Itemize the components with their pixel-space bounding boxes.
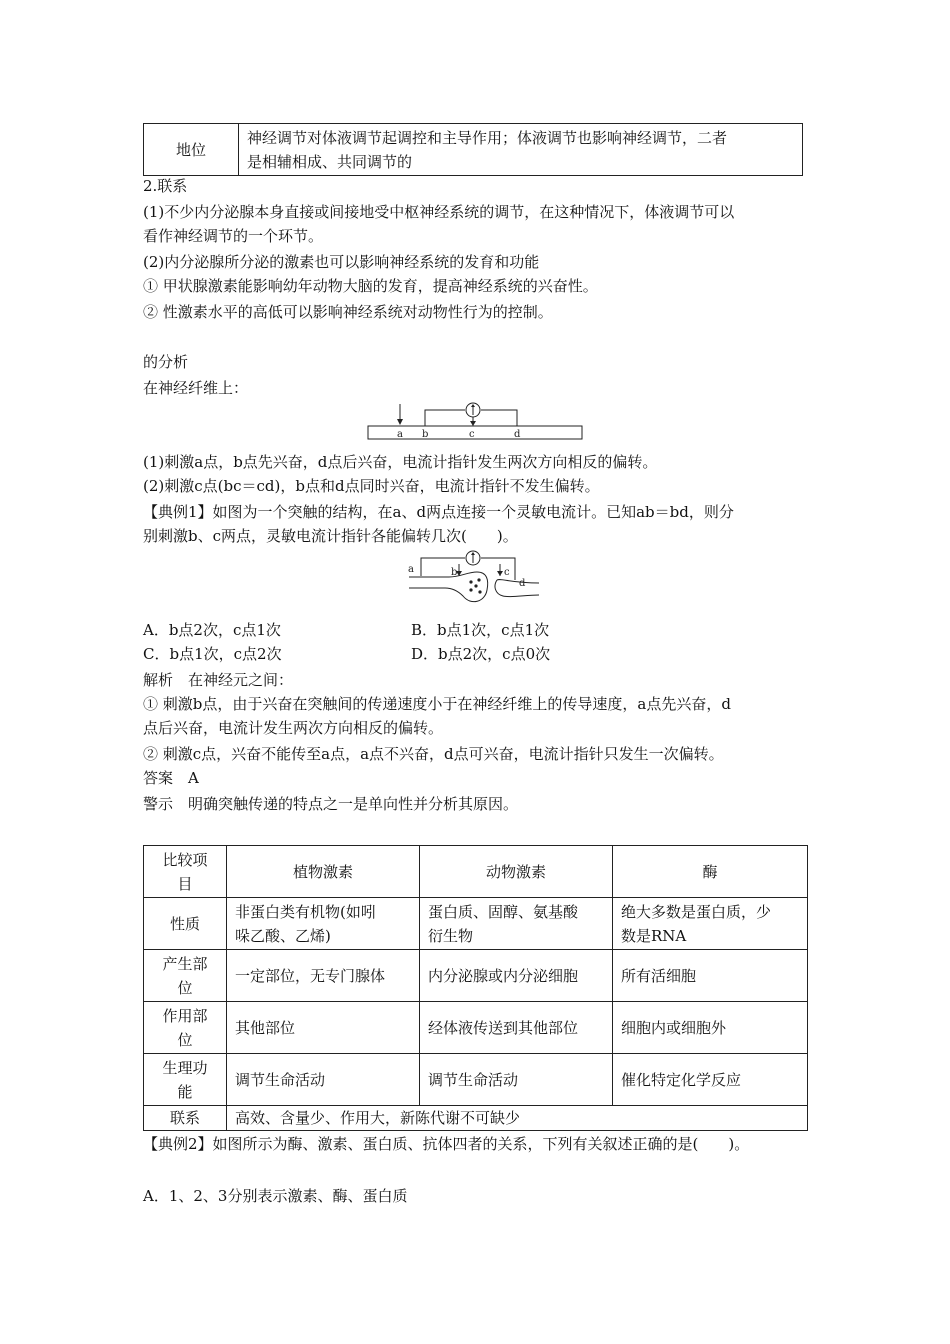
- table-cell: 高效、含量少、作用大，新陈代谢不可缺少: [227, 1106, 808, 1131]
- option-d: D．b点2次，c点0次: [411, 645, 551, 663]
- nerve-fiber-figure: [365, 400, 585, 444]
- cell-line: 蛋白质、固醇、氨基酸: [428, 902, 579, 921]
- paragraph-line: (1)刺激a点，b点先兴奋，d点后兴奋，电流计指针发生两次方向相反的偏转。: [143, 453, 658, 471]
- table-cell: 催化特定化学反应: [613, 1054, 808, 1106]
- analysis-heading: 解析 在神经元之间：: [143, 671, 294, 689]
- row-header-cell: 联系: [144, 1106, 227, 1131]
- table-row: [144, 1106, 808, 1131]
- list-item: ② 性激素水平的高低可以影响神经系统对动物性行为的控制。: [143, 303, 553, 321]
- table-header-cell: 植物激素: [227, 846, 420, 898]
- table-cell: 内分泌腺或内分泌细胞: [420, 950, 613, 1002]
- cell-line: 衍生物: [428, 926, 474, 945]
- section-heading: 2.联系: [143, 177, 188, 195]
- table-row: [144, 1002, 808, 1054]
- table-row: [144, 1054, 808, 1106]
- answer-line: 答案 A: [143, 769, 199, 787]
- cell-line: 位: [177, 1030, 193, 1049]
- row-header-cell: [144, 1002, 227, 1054]
- label-d: d: [519, 578, 526, 589]
- table-content-cell: [239, 124, 803, 176]
- table-cell: 其他部位: [227, 1002, 420, 1054]
- table-cell: [227, 898, 420, 950]
- label-d: d: [514, 429, 521, 440]
- label-c: c: [469, 429, 475, 440]
- list-item: ① 甲状腺激素能影响幼年动物大脑的发育，提高神经系统的兴奋性。: [143, 277, 598, 295]
- table-cell: 经体液传送到其他部位: [420, 1002, 613, 1054]
- table-header-cell: 动物激素: [420, 846, 613, 898]
- warning-line: 警示 明确突触传递的特点之一是单向性并分析其原因。: [143, 795, 519, 813]
- section-heading: 的分析: [143, 353, 189, 371]
- comparison-table: [143, 845, 808, 1131]
- header-line: 目: [177, 874, 193, 893]
- row-header-cell: 性质: [144, 898, 227, 950]
- label-b: b: [451, 567, 458, 578]
- row-header-cell: [144, 950, 227, 1002]
- option-a: A．b点2次，c点1次: [143, 621, 281, 639]
- paragraph-line: 在神经纤维上：: [143, 379, 249, 397]
- table-cell: 细胞内或细胞外: [613, 1002, 808, 1054]
- label-c: c: [504, 567, 510, 578]
- header-line: 比较项: [162, 850, 208, 869]
- option-c: C．b点1次，c点2次: [143, 645, 282, 663]
- cell-line: 非蛋白类有机物(如吲: [235, 902, 376, 921]
- table-row: [144, 898, 808, 950]
- table-content-line: 神经调节对体液调节起调控和主导作用；体液调节也影响神经调节，二者: [247, 128, 728, 147]
- option-a: A．1、2、3分别表示激素、酶、蛋白质: [143, 1187, 408, 1205]
- cell-line: 生理功: [162, 1058, 208, 1077]
- paragraph-line: (1)不少内分泌腺本身直接或间接地受中枢神经系统的调节，在这种情况下，体液调节可以: [143, 203, 735, 221]
- table-cell: 调节生命活动: [420, 1054, 613, 1106]
- paragraph-line: 看作神经调节的一个环节。: [143, 227, 324, 245]
- label-a: a: [397, 429, 403, 440]
- cell-line: 哚乙酸、乙烯): [235, 926, 331, 945]
- cell-line: 绝大多数是蛋白质，少: [621, 902, 772, 921]
- table-label-cell: 地位: [144, 124, 239, 176]
- cell-line: 能: [177, 1082, 193, 1101]
- label-a: a: [408, 564, 414, 575]
- paragraph-line: (2)刺激c点(bc＝cd)，b点和d点同时兴奋，电流计指针不发生偏转。: [143, 477, 600, 495]
- synapse-figure: [405, 550, 545, 608]
- table-header-cell: 酶: [613, 846, 808, 898]
- paragraph-line: (2)内分泌腺所分泌的激素也可以影响神经系统的发育和功能: [143, 253, 540, 271]
- question-line: 【典例2】如图所示为酶、激素、蛋白质、抗体四者的关系，下列有关叙述正确的是( )。: [143, 1135, 750, 1153]
- cell-line: 数是RNA: [621, 926, 687, 945]
- paragraph-line: ① 刺激b点，由于兴奋在突触间的传递速度小于在神经纤维上的传导速度，a点先兴奋，d: [143, 695, 731, 713]
- table-cell: 所有活细胞: [613, 950, 808, 1002]
- table-cell: 一定部位，无专门腺体: [227, 950, 420, 1002]
- cell-line: 产生部: [162, 954, 208, 973]
- cell-line: 作用部: [162, 1006, 208, 1025]
- question-line: 【典例1】如图为一个突触的结构，在a、d两点连接一个灵敏电流计。已知ab＝bd，则分: [143, 503, 734, 521]
- paragraph-line: ② 刺激c点，兴奋不能传至a点，a点不兴奋，d点可兴奋，电流计指针只发生一次偏转。: [143, 745, 724, 763]
- question-line: 别刺激b、c两点，灵敏电流计指针各能偏转几次( )。: [143, 527, 518, 545]
- table-cell: [613, 898, 808, 950]
- status-table: [143, 123, 803, 176]
- option-b: B．b点1次，c点1次: [411, 621, 550, 639]
- label-b: b: [422, 429, 429, 440]
- table-content-line: 是相辅相成、共同调节的: [247, 152, 413, 171]
- table-header-cell: [144, 846, 227, 898]
- table-row: [144, 950, 808, 1002]
- cell-line: 位: [177, 978, 193, 997]
- table-cell: [420, 898, 613, 950]
- paragraph-line: 点后兴奋，电流计发生两次方向相反的偏转。: [143, 719, 444, 737]
- table-cell: 调节生命活动: [227, 1054, 420, 1106]
- row-header-cell: [144, 1054, 227, 1106]
